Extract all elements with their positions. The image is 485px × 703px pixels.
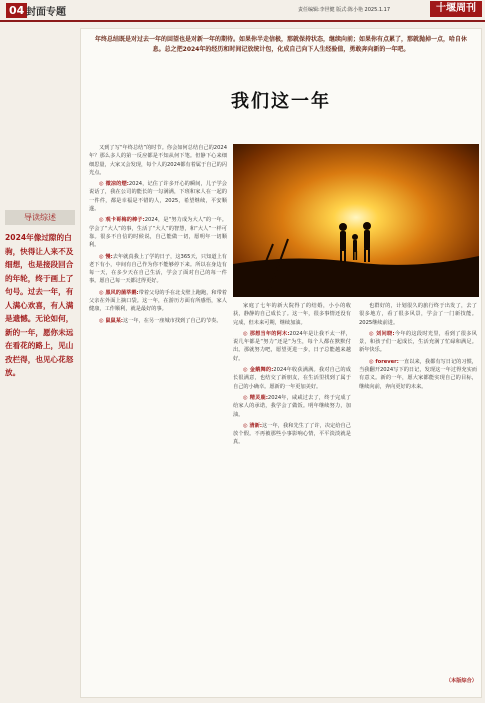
sunset-family-photo bbox=[233, 144, 479, 297]
paragraph-text: 2024，是“努力成为大人”的一年。学会了“大人”的事，生活了“大人”的智慧，和“大人”一样可靠。很多不自信的时候说，自己能做一切，愿明年一切顺利。 bbox=[89, 217, 227, 249]
brand-logo: 十堰周刊 bbox=[430, 1, 482, 17]
paragraph bbox=[233, 302, 351, 327]
page-header bbox=[0, 0, 485, 22]
paragraph bbox=[359, 330, 477, 355]
respondent-name: ◎ 清新: bbox=[243, 422, 262, 429]
paragraph-text: 一直以来，我都有写日记的习惯，当我翻开2024写下的日记，发现这一年过得充实而有意义。新的一年，愿大家都能实现自己的目标，继续向前，奔向更好的未来。 bbox=[359, 358, 477, 390]
paragraph-text: 2024年是让我不太一样，说几年都是“努力”还是“为生，每个人都在默默付出。那就努力吧，愿望更进一步，日子总能越来越好。 bbox=[233, 330, 351, 362]
paragraph bbox=[89, 144, 227, 177]
paragraph-text: 今年的这段时光里，看到了很多风景，和孩子们一起成长，生活充满了忙碌和满足。新年快乐。 bbox=[359, 330, 477, 354]
article-intro: 年终总结既是对过去一年的回望也是对新一年的期待。如果你半走信极，那就保持状态，继续向前；如果你有点累了，那就抛掉一点，哈自休息。总之把2024年的经历和时间记放统计包，化成自己向下人生经验值，勇敢奔向新的一年吧。 bbox=[94, 36, 467, 53]
article-title: 我们这一年 bbox=[231, 91, 331, 112]
sidebar-heading: 导读综述 bbox=[5, 210, 75, 225]
paragraph-text: 去年就真我上了学的日子，这365天，只知道上有老下有小，中间有自己作为你不能够停下来。所以在身边有每一天，在多少天在自己生活，学会了面对自己的每一件事。愿自己每一天都过得更好。 bbox=[89, 253, 227, 285]
column-3 bbox=[359, 302, 477, 394]
respondent-name: ◎ 观卡哥梅的棒子: bbox=[99, 217, 145, 224]
paragraph-text: 带着父母的手在北戈壁上跑跑，和带着父亲在外面上摘口袋。这一年，在游历方面有所感悟，家人健康，工作顺利，就是最好的事。 bbox=[89, 289, 227, 313]
sidebar-text: 2024年像过隙的白驹，快得让人来不及细想，也是接段回合的年轮，终于画上了句号。过去一年，有人满心欢喜，有人满是遗憾。无论如何，新的一年，愿你未远在看花的路上，见山孜栏得，也见心花怒放。 bbox=[5, 233, 74, 377]
paragraph-text: 2024年收获满满。我对自己的成长很满意，也结交了新朋友，在生活里找到了属于自己的小确幸。愿新的一年更加美好。 bbox=[233, 367, 351, 390]
page-number: 04 bbox=[6, 3, 27, 18]
paragraph bbox=[89, 317, 227, 325]
respondent-name: ◎ 精灵鹿: bbox=[243, 394, 268, 401]
paragraph-text: 这一年，我和先生了了许，决定给自己放个假。不再被那些小事影响心情，平平淡淡就是真。 bbox=[233, 422, 351, 446]
paragraph bbox=[359, 358, 477, 391]
paragraph-text: 又到了写“年终总结”的时节。你会如何总结自己的2024年？那么多人的第一反应都是不知从何下笔。但静下心来细细思量，大家又会发现，每个人的2024都有着属于自己的闪光点。 bbox=[89, 145, 227, 176]
paragraph bbox=[89, 180, 227, 213]
column-2 bbox=[233, 302, 351, 450]
paragraph-text: 家庭了七年的新大院得了的结婚，小小的收获，静静的自己成长了。这一年，很多事情还没有完成，但未来可期，继续加油。 bbox=[233, 303, 351, 326]
column-1 bbox=[89, 144, 227, 328]
paragraph-text: 2024，记住了许多开心的瞬间，儿子学会说话了，我在公司的能长的一勾满满，下班和家人在一起的一件件，都是幸福是不错的人，2025，希望继续，平安顺遂。 bbox=[89, 181, 227, 213]
respondent-name: ◎ 黑风的菌萃鹅: bbox=[99, 289, 139, 296]
paragraph-text: 也群好的，计划很久的旅行终于出发了，去了很多地方，看了很多风景，学会了一门新技能。2025继续前进。 bbox=[359, 303, 477, 326]
respondent-name: ◎ forever: bbox=[369, 358, 399, 365]
paragraph bbox=[89, 253, 227, 286]
paragraph bbox=[233, 330, 351, 363]
paragraph bbox=[89, 216, 227, 249]
respondent-name: ◎ 刘问晓: bbox=[369, 330, 395, 337]
paragraph bbox=[359, 302, 477, 327]
respondent-name: ◎ 慢: bbox=[99, 253, 113, 260]
paragraph bbox=[233, 422, 351, 447]
respondent-name: ◎ 鼠鼠某: bbox=[99, 317, 123, 324]
paragraph bbox=[233, 394, 351, 419]
respondent-name: ◎ 金鹅舞的: bbox=[243, 367, 274, 374]
respondent-name: ◎ 微凉的煙: bbox=[99, 181, 129, 188]
editor-credits: 责任编辑:李世健 版式:陈小艳 2025.1.17 bbox=[298, 7, 390, 13]
paragraph-text: 这一年，在另一座城市找到了自己的节奏。 bbox=[122, 317, 222, 324]
article bbox=[80, 28, 482, 698]
respondent-name: ◎ 那想当年的阿木: bbox=[243, 330, 290, 337]
paragraph bbox=[89, 289, 227, 314]
sidebar bbox=[5, 210, 75, 380]
paragraph-text: 2024年，咸咸过去了，终于完成了给家人的承诺，我学会了做饭。明年继续努力，加油。 bbox=[233, 394, 351, 418]
paragraph bbox=[233, 366, 351, 391]
section-title: 封面专题 bbox=[26, 7, 66, 18]
source-note: （本版综合） bbox=[445, 678, 477, 684]
